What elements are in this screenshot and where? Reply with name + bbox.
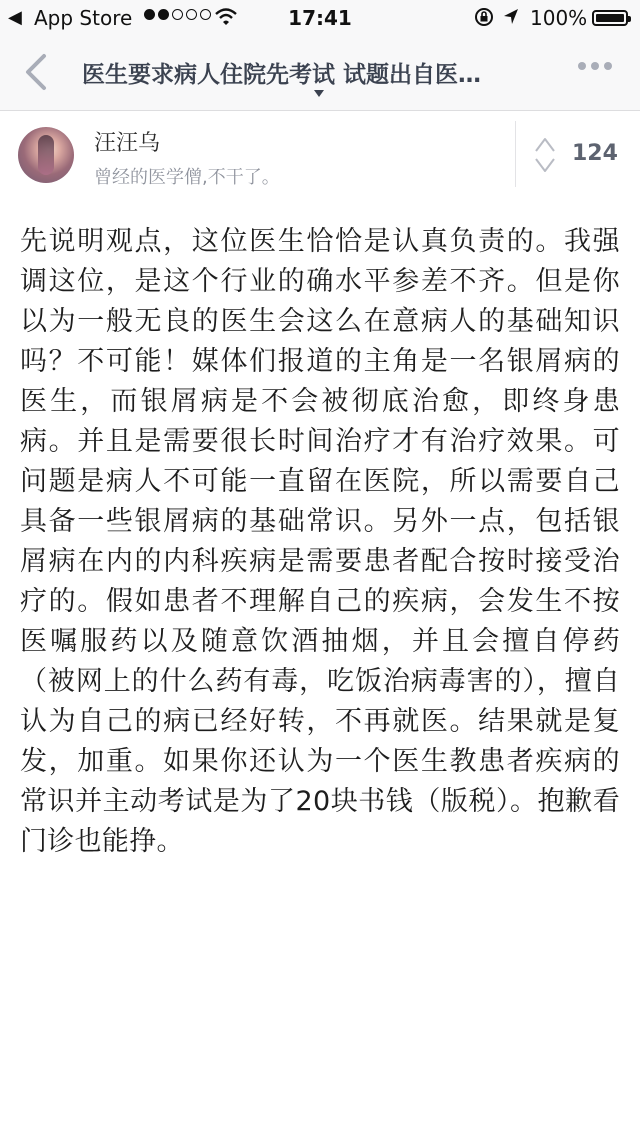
author-name[interactable]: 汪汪乌 [94,131,161,156]
more-dots-icon[interactable] [578,62,612,70]
chevron-down-icon[interactable] [314,90,324,97]
author-header [0,111,640,199]
vote-count[interactable]: 124 [572,141,618,166]
location-arrow-icon [502,7,520,27]
avatar[interactable] [18,127,74,183]
vote-arrows-icon[interactable] [534,135,556,175]
back-to-app-icon[interactable]: ◀ [8,7,22,28]
navigation-bar [0,36,640,111]
divider [515,121,516,187]
clock: 17:41 [288,6,352,30]
author-bio: 曾经的医学僧,不干了。 [94,167,280,188]
battery-icon [592,10,628,26]
back-to-app-label[interactable]: App Store [34,6,133,30]
rotation-lock-icon [474,7,494,27]
battery-percentage: 100% [530,6,588,30]
answer-body: 先说明观点，这位医生恰恰是认真负责的。我强调这位，是这个行业的确水平参差不齐。但是你以为一般无良的医生会这么在意病人的基础知识吗？不可能！媒体们报道的主角是一名银屑病的医生，而银屑病是不会被彻底治愈，即终身患病。并且是需要很长时间治疗才有治疗效果。可问题是病人不可能一直留在医院，所以需要自己具备一些银屑病的基础常识。另外一点，包括银屑病在内的内科疾病是需要患者配合按时接受治疗的。假如患者不理解自己的疾病，会发生不按医嘱服药以及随意饮酒抽烟，并且会擅自停药（被网上的什么药有毒，吃饭治病毒害的），擅自认为自己的病已经好转，不再就医。结果就是复发，加重。如果你还认为一个医生教患者疾病的常识并主动考试是为了20块书钱（版税）。抱歉看门诊也能挣。 [20,226,620,857]
question-title[interactable]: 医生要求病人住院先考试 试题出自医… [82,62,482,88]
chevron-left-icon[interactable] [18,50,58,94]
status-bar [0,0,640,36]
